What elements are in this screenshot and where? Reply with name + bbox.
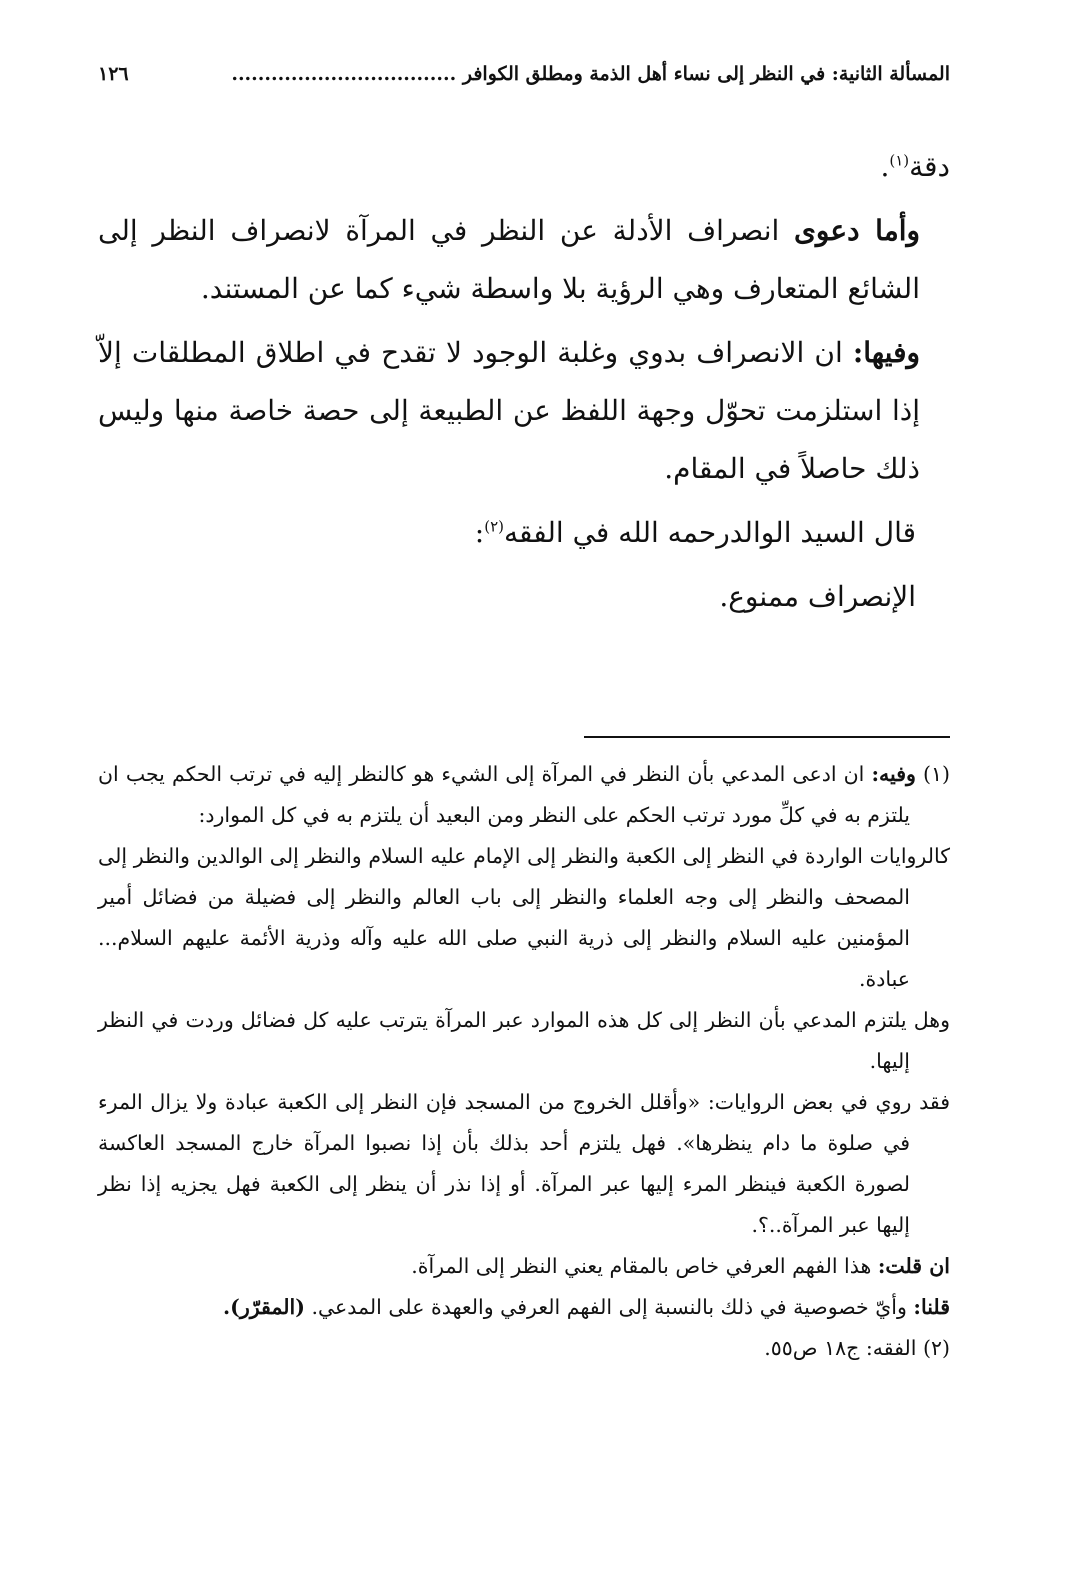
footnote-1-objection: ان قلت: هذا الفهم العرفي خاص بالمقام يعني النظر إلى المرآة. [411,1254,950,1278]
footnote-ref-1: (١) [889,151,910,170]
footnote-source: (المقرّر). [223,1295,305,1319]
footnote-marker: (٢) [922,1336,950,1360]
footnote-ref-2: (٢) [484,517,505,536]
footnote-separator [584,736,950,738]
header-title: المسألة الثانية: في النظر إلى نساء أهل الذمة ومطلق الكوافر .................................. [231,63,950,85]
footnote-lead: قلنا: [913,1295,950,1319]
main-text [98,138,950,632]
paragraph-quote: الإنصراف ممنوع. [719,580,916,613]
footnote-1-paragraph: فقد روي في بعض الروايات: «وأقلل الخروج من المسجد فإن النظر إلى الكعبة عبادة ولا يزال المرء في صلوة ما دام ينظرها». فهل يلتزم أحد بذلك بأن إذا نصبوا المرآة خارج المسجد العاكسة لصورة الكعبة فينظر المرء إليها عبر المرآة. أو إذا نذر أن ينظر إلى الكعبة فهل يجزيه إذا نظر إليها عبر المرآة..؟. [98,1090,950,1237]
footnote-marker: (١) [922,762,950,786]
paragraph-lead: وأما دعوى [794,214,920,247]
paragraph-claim: وأما دعوى انصراف الأدلة عن النظر في المرآة لانصراف النظر إلى الشائع المتعارف وهي الرؤية بلا واسطة شيء كما عن المستند. [98,214,920,305]
footnote-lead: ان قلت: [877,1254,950,1278]
book-page [98,0,950,1590]
footnotes [98,754,950,1369]
paragraph-continuation: دقة$^{(١)}$. [880,150,950,183]
footnote-1-paragraph: كالروايات الواردة في النظر إلى الكعبة والنظر إلى الإمام عليه السلام والنظر إلى الوالدين والنظر إلى المصحف والنظر إلى وجه العلماء والنظر إلى باب العالم والنظر إلى فضيلة من فضائل أمير المؤمنين عليه السلام والنظر إلى ذرية النبي صلى الله عليه وآله وذرية الأئمة عليهم السلام... عبادة. [98,844,950,991]
footnote-lead: وفيه: [871,762,916,786]
running-header [98,58,950,90]
footnote-1-paragraph: وهل يلتزم المدعي بأن النظر إلى كل هذه الموارد عبر المرآة يترتب عليه كل فضائل وردت في النظر إليها. [98,1008,950,1073]
footnote-2: (٢) الفقه: ج١٨ ص٥٥. [764,1336,950,1360]
footnote-1-reply: قلنا: وأيّ خصوصية في ذلك بالنسبة إلى الفهم العرفي والعهدة على المدعي. (المقرّر). [223,1295,950,1319]
page-number: ١٢٦ [98,63,129,85]
paragraph-quote-intro: قال السيد الوالدرحمه الله في الفقه$^{(٢)}$: [474,516,916,549]
paragraph-response: وفيها: ان الانصراف بدوي وغلبة الوجود لا تقدح في اطلاق المطلقات إلاّ إذا استلزمت تحوّل وجهة اللفظ عن الطبيعة إلى حصة خاصة منها وليس ذلك حاصلاً في المقام. [98,336,920,485]
paragraph-lead: وفيها: [852,336,920,369]
footnote-1: (١) وفيه: ان ادعى المدعي بأن النظر في المرآة إلى الشيء هو كالنظر إليه في ترتب الحكم يجب ان يلتزم به في كلِّ مورد ترتب الحكم على النظر ومن البعيد أن يلتزم به في كل الموارد: [98,762,950,827]
